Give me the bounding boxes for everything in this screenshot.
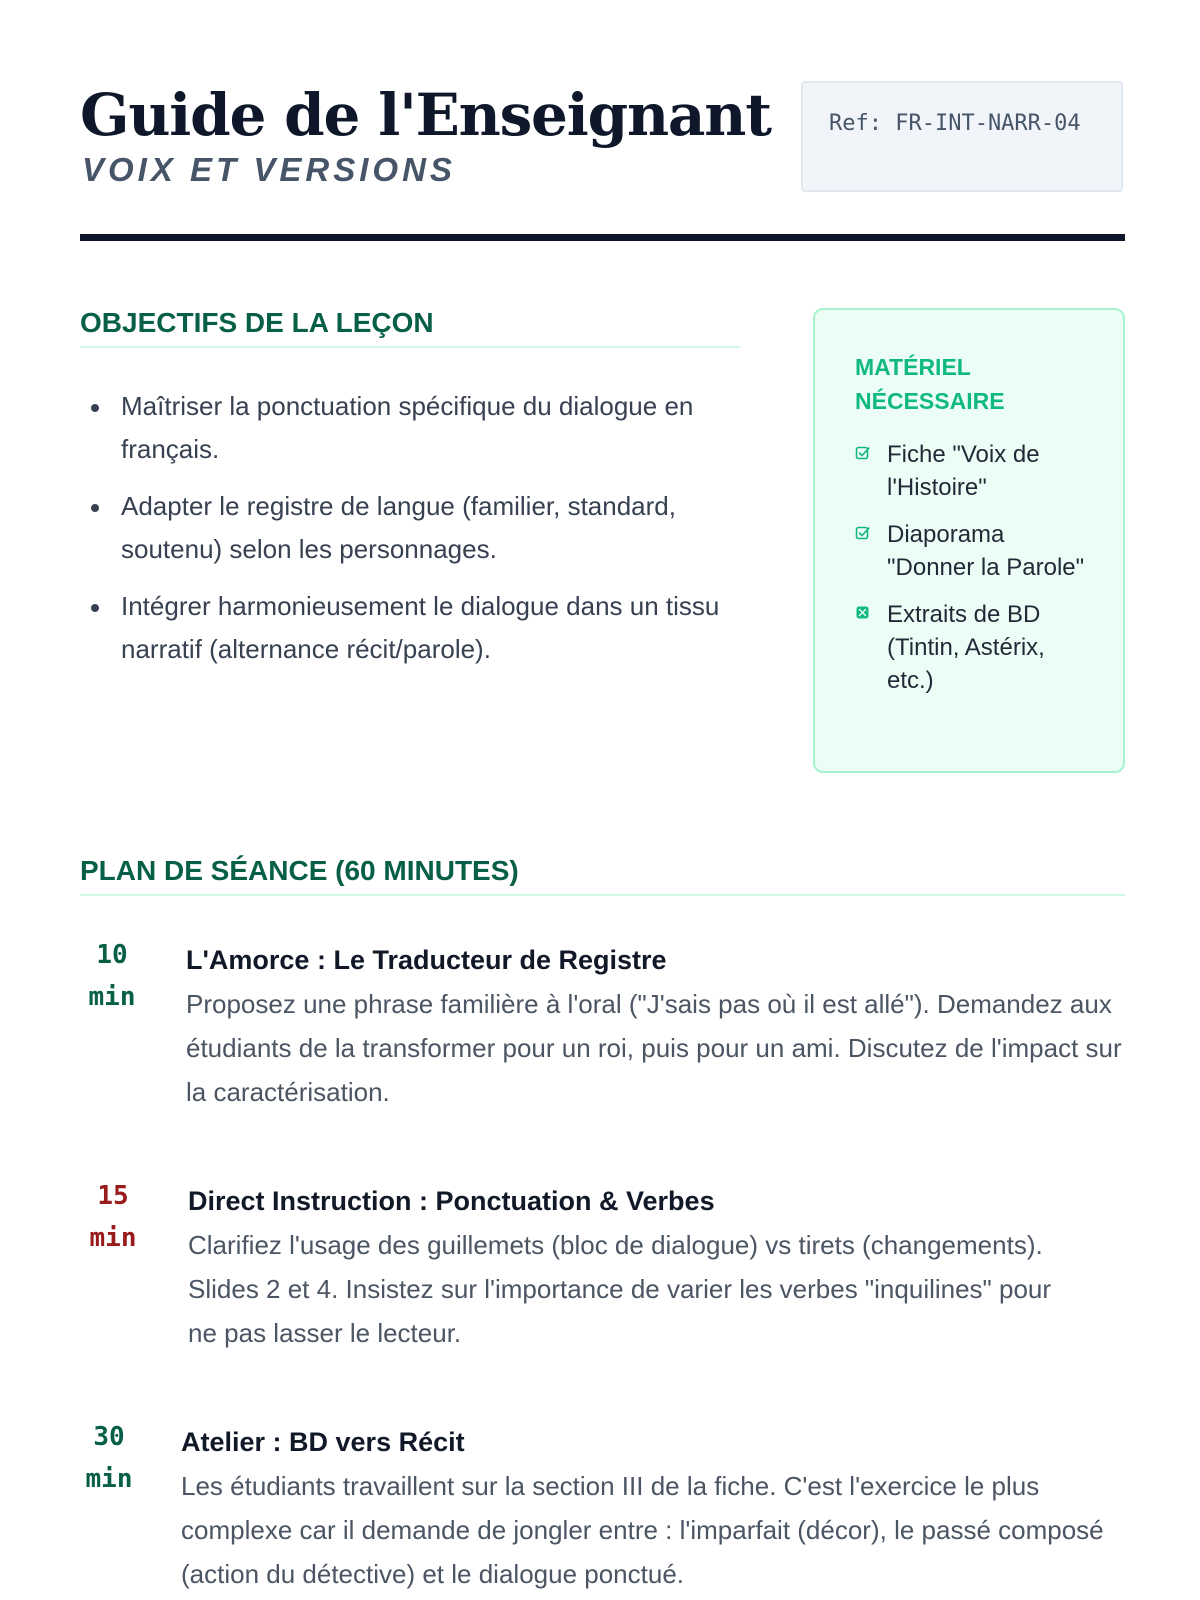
material-text: Extraits de BD (Tintin, Astérix, etc.) <box>887 601 1045 694</box>
step-duration <box>78 1175 148 1259</box>
objective-item <box>80 485 760 571</box>
step-unit: min <box>85 1464 133 1494</box>
material-item <box>855 598 1095 697</box>
reference-code: Ref: FR-INT-NARR-04 <box>829 111 1081 136</box>
materials-heading: MATÉRIEL NÉCESSAIRE <box>855 354 1005 414</box>
bullet-icon <box>91 604 99 612</box>
step-minutes: 10 <box>96 940 128 970</box>
objective-item <box>80 585 760 671</box>
plan-heading: PLAN DE SÉANCE (60 MINUTES) <box>80 855 519 886</box>
step-minutes: 30 <box>93 1422 125 1452</box>
step-content <box>188 1181 1068 1355</box>
objective-text: Adapter le registre de langue (familier, standard, soutenu) selon les personnages. <box>121 491 676 564</box>
objective-text: Maîtriser la ponctuation spécifique du dialogue en français. <box>121 391 694 464</box>
bullet-icon <box>91 504 99 512</box>
step-duration <box>74 1416 144 1500</box>
objectives-divider <box>80 346 740 348</box>
teacher-guide-page <box>80 0 1125 1600</box>
objective-item <box>80 385 760 471</box>
checkbox-icon <box>855 445 871 461</box>
objective-text: Intégrer harmonieusement le dialogue dans un tissu narratif (alternance récit/parole). <box>121 591 720 664</box>
step-description: Proposez une phrase familière à l'oral ("J'sais pas où il est allé"). Demandez aux étudiants de la transformer pour un roi, puis pour un ami. Discutez de l'impact sur la caractérisation. <box>186 989 1122 1107</box>
material-text: Fiche "Voix de l'Histoire" <box>887 441 1040 501</box>
reference-box <box>801 81 1123 192</box>
step-title: Direct Instruction : Ponctuation & Verbes <box>188 1186 715 1216</box>
materials-box <box>813 308 1125 773</box>
step-description: Les étudiants travaillent sur la section III de la fiche. C'est l'exercice le plus complexe car il demande de jongler entre : l'imparfait (décor), le passé composé (action du détective) et le dialogue ponctué. <box>181 1471 1104 1589</box>
material-text: Diaporama "Donner la Parole" <box>887 521 1085 581</box>
materials-list <box>855 438 1095 711</box>
step-duration <box>77 934 147 1018</box>
step-title: Atelier : BD vers Récit <box>181 1427 465 1457</box>
document-subtitle: VOIX ET VERSIONS <box>82 151 456 188</box>
bullet-icon <box>91 404 99 412</box>
header-divider <box>80 234 1125 241</box>
step-unit: min <box>89 1223 137 1253</box>
step-title: L'Amorce : Le Traducteur de Registre <box>186 945 667 975</box>
step-content <box>181 1422 1125 1596</box>
step-content <box>186 940 1125 1114</box>
step-unit: min <box>88 982 136 1012</box>
checkbox-filled-icon <box>855 605 871 621</box>
objectives-heading: OBJECTIFS DE LA LEÇON <box>80 307 434 338</box>
step-description: Clarifiez l'usage des guillemets (bloc de dialogue) vs tirets (changements). Slides 2 et 4. Insistez sur l'importance de varier les verbes "inquilines" pour ne pas lasser le lecteur. <box>188 1230 1052 1348</box>
document-header <box>80 80 1125 240</box>
document-title: Guide de l'Enseignant <box>80 81 771 149</box>
plan-divider <box>80 894 1125 896</box>
material-item <box>855 438 1095 504</box>
material-item <box>855 518 1095 584</box>
step-minutes: 15 <box>97 1181 129 1211</box>
checkbox-icon <box>855 525 871 541</box>
objectives-list <box>80 385 760 685</box>
